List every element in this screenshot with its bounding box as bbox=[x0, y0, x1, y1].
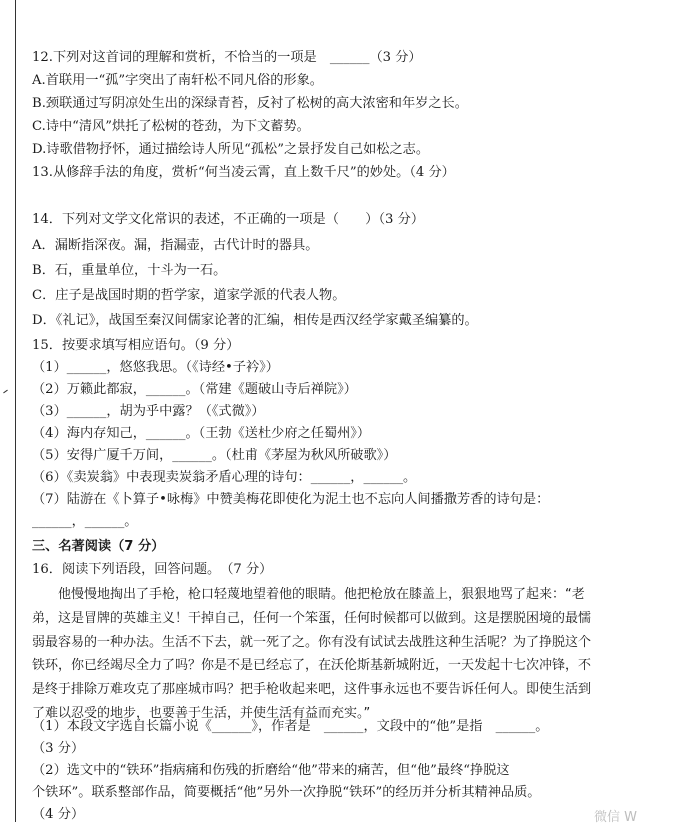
question-16-stem: 16．阅读下列语段，回答问题。 （7 分） bbox=[32, 562, 273, 577]
question-12-option-a: A.首联用一“孤”字突出了南轩松不同凡俗的形象。 bbox=[32, 73, 323, 88]
question-15-item: （1）______，悠悠我思。（《诗经•子衿》） bbox=[32, 360, 279, 375]
question-12-option-c: C.诗中“清风”烘托了松树的苍劲，为下文蓄势。 bbox=[32, 119, 310, 134]
question-14-option-d: D．《礼记》，战国至秦汉间儒家论著的汇编，相传是西汉经学家戴圣编纂的。 bbox=[32, 313, 478, 328]
question-16-sub-2-score: （4 分） bbox=[32, 807, 85, 822]
question-15-item: （3）______，胡为乎中露？（《式微》） bbox=[32, 404, 265, 419]
section-3-title: 三、名著阅读（7 分） bbox=[32, 539, 165, 554]
question-13-stem: 13.从修辞手法的角度，赏析“何当凌云霄，直上数千尺”的妙处。（4 分） bbox=[32, 165, 455, 180]
question-14-option-b: B．石，重量单位，十斗为一石。 bbox=[32, 263, 227, 278]
question-16-sub-2-line-2: 个铁环”。联系整部作品，简要概括“他”另外一次挣脱“铁环”的经历并分析其精神品质。 bbox=[32, 785, 541, 800]
question-15-item: （2）万籁此都寂，______。（常建《题破山寺后禅院》） bbox=[32, 382, 357, 397]
question-15-item: （4）海内存知己，______。（王勃《送杜少府之任蜀州》） bbox=[32, 426, 371, 441]
question-16-sub-2-line-1: （2）选文中的“铁环”指病痛和伤残的折磨给“他”带来的痛苦，但“他”最终“挣脱这 bbox=[32, 763, 510, 778]
question-14-option-a: A．漏断指深夜。漏，指漏壶，古代计时的器具。 bbox=[32, 238, 319, 253]
question-15-item-7-answer: ______，______。 bbox=[32, 514, 138, 529]
question-12-option-d: D.诗歌借物抒怀，通过描绘诗人所见“孤松”之景抒发自己如松之志。 bbox=[32, 142, 430, 157]
question-15-stem: 15．按要求填写相应语句。（9 分） bbox=[32, 338, 240, 353]
question-12-stem: 12.下列对这首词的理解和赏析，不恰当的一项是 ______（3 分） bbox=[32, 50, 422, 65]
watermark: 微信 W bbox=[594, 810, 637, 825]
reading-passage: 他慢慢地掏出了手枪，枪口轻蔑地望着他的眼睛。他把枪放在膝盖上，狠狠地骂了起来：“老弟，这是冒牌的英雄主义！干掉自己，任何一个笨蛋，任何时候都可以做到。这是摆脱困境的最懦弱最容易的一种办法。生活不下去，就一死了之。你有没有试试去战胜这种生活呢？为了挣脱这个铁环，你已经竭尽全力了吗？你是不是已经忘了，在沃伦斯基新城附近，一天发起十七次冲锋，不是终于排除万难攻克了那座城市吗？把手枪收起来吧，这件事永远也不要告诉任何人。即使生活到了难以忍受的地步，也要善于生活，并使生活有益而充实。” bbox=[32, 587, 592, 721]
question-14-stem: 14．下列对文学文化常识的表述，不正确的一项是（ ）（3 分） bbox=[32, 212, 425, 227]
question-16-sub-1: （1）本段文字选自长篇小说《______》，作者是 ______，文段中的“他”是指 ______。 bbox=[32, 719, 549, 734]
question-16-sub-1-score: （3 分） bbox=[32, 741, 85, 756]
question-12-option-b: B.颈联通过写阴凉处生出的深绿青苔，反衬了松树的高大浓密和年岁之长。 bbox=[32, 96, 468, 111]
question-14-option-c: C．庄子是战国时期的哲学家，道家学派的代表人物。 bbox=[32, 288, 346, 303]
question-15-item: （6）《卖炭翁》中表现卖炭翁矛盾心理的诗句：______，______。 bbox=[32, 470, 417, 485]
question-15-item: （5）安得广厦千万间，______。（杜甫《茅屋为秋风所破歌》） bbox=[32, 448, 397, 463]
binding-margin-line bbox=[15, 0, 16, 822]
margin-mark bbox=[3, 390, 8, 394]
question-15-item: （7）陆游在《卜算子•咏梅》中赞美梅花即使化为泥土也不忘向人间播撒芳香的诗句是： bbox=[32, 492, 550, 507]
